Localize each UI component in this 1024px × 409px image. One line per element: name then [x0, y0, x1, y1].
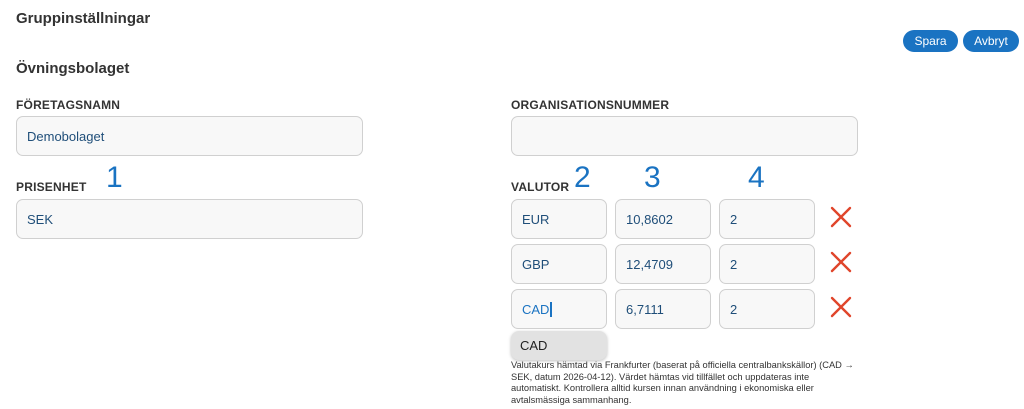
close-x-icon[interactable]	[829, 205, 853, 229]
marker-2: 2	[574, 161, 591, 194]
currency-code-field-focused[interactable]	[511, 289, 607, 329]
cancel-button[interactable]: Avbryt	[963, 30, 1019, 52]
exchange-rate-field[interactable]: 12,4709	[615, 244, 711, 284]
currency-code-field[interactable]: EUR	[511, 199, 607, 239]
decimals-field[interactable]: 2	[719, 199, 815, 239]
page-title: Gruppinställningar	[16, 10, 151, 27]
company-name-field[interactable]: Demobolaget	[16, 116, 363, 156]
org-number-field[interactable]	[511, 116, 858, 156]
marker-4: 4	[748, 161, 765, 194]
currency-code-value: CAD	[522, 301, 550, 317]
marker-3: 3	[644, 161, 661, 194]
price-unit-field[interactable]: SEK	[16, 199, 363, 239]
company-name-label: FÖRETAGSNAMN	[16, 98, 121, 112]
text-caret	[550, 302, 552, 317]
save-button[interactable]: Spara	[903, 30, 958, 52]
exchange-rate-field[interactable]: 6,7111	[615, 289, 711, 329]
currencies-label: VALUTOR	[511, 180, 570, 194]
currency-code-field[interactable]: GBP	[511, 244, 607, 284]
decimals-field[interactable]: 2	[719, 244, 815, 284]
exchange-rate-note: Valutakurs hämtad via Frankfurter (baserat på officiella centralbankskällor) (CAD → SEK, datum 2026-04-12). Värdet hämtas vid tillfället och uppdateras inte automatiskt. Kontrollera alltid kursen innan användning i ekonomiska eller avtalsmässiga sammanhang.	[511, 360, 854, 405]
price-unit-label: PRISENHET	[16, 180, 87, 194]
org-number-label: ORGANISATIONSNUMMER	[511, 98, 670, 112]
close-x-icon[interactable]	[829, 250, 853, 274]
company-name: Övningsbolaget	[16, 60, 130, 77]
marker-1: 1	[106, 161, 123, 194]
decimals-field[interactable]: 2	[719, 289, 815, 329]
close-x-icon[interactable]	[829, 295, 853, 319]
exchange-rate-field[interactable]: 10,8602	[615, 199, 711, 239]
autocomplete-suggestion[interactable]: CAD	[511, 331, 607, 360]
